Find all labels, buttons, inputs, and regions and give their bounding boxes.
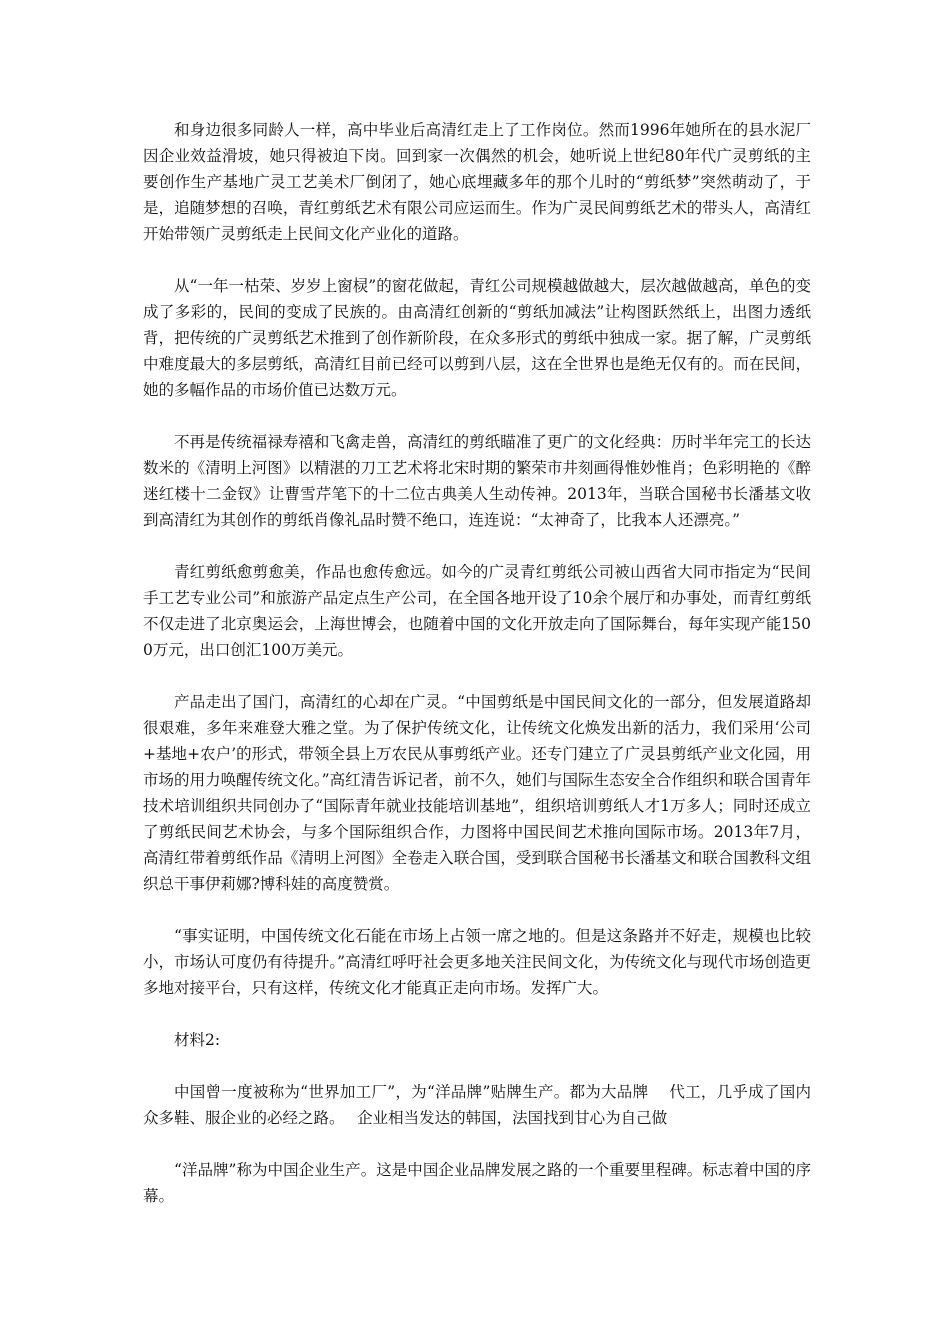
paragraph-2: 从“一年一枯荣、岁岁上窗棂”的窗花做起，青红公司规模越做越大，层次越做越高，单色的变成了多彩的，民间的变成了民族的。由高清红创新的“剪纸加减法”让构图跃然纸上，出图力透纸背，把传统的广灵剪纸艺术推到了创作新阶段，在众多形式的剪纸中独成一家。据了解，广灵剪纸中难度最大的多层剪纸，高清红目前已经可以剪到八层，这在全世界也是绝无仅有的。而在民间，她的多幅作品的市场价值已达数万元。 <box>143 277 811 399</box>
document-body <box>143 117 811 1235</box>
paragraph-5: 产品走出了国门，高清红的心却在广灵。“中国剪纸是中国民间文化的一部分，但发展道路却很艰难，多年来难登大雅之堂。为了保护传统文化，让传统文化焕发出新的活力，我们采用‘公司+基地+农户’的形式，带领全县上万农民从事剪纸产业。还专门建立了广灵县剪纸产业文化园，用市场的用力唤醒传统文化。”高红清告诉记者，前不久，她们与国际生态安全合作组织和联合国青年技术培训组织共同创办了“国际青年就业技能培训基地”，组织培训剪纸人才1万多人；同时还成立了剪纸民间艺术协会，与多个国际组织合作，力图将中国民间艺术推向国际市场。2013年7月，高清红带着剪纸作品《清明上河图》全卷走入联合国，受到联合国秘书长潘基文和联合国教科文组织总干事伊莉娜?博科娃的高度赞赏。 <box>143 693 811 893</box>
paragraph-7: 中国曾一度被称为“世界加工厂”，为“洋品牌”贴牌生产。都为大品牌 代工，几乎成了国内众多鞋、服企业的必经之路。 企业相当发达的韩国，法国找到甘心为自己做 <box>143 1083 811 1127</box>
paragraph-8: “洋品牌”称为中国企业生产。这是中国企业品牌发展之路的一个重要里程碑。标志着中国的序幕。 <box>143 1161 811 1205</box>
material-2-heading: 材料2: <box>174 1031 221 1049</box>
paragraph-1: 和身边很多同龄人一样，高中毕业后高清红走上了工作岗位。然而1996年她所在的县水泥厂因企业效益滑坡，她只得被迫下岗。回到家一次偶然的机会，她听说上世纪80年代广灵剪纸的主要创作生产基地广灵工艺美术厂倒闭了，她心底埋藏多年的那个儿时的“剪纸梦”突然萌动了，于是，追随梦想的召唤，青红剪纸艺术有限公司应运而生。作为广灵民间剪纸艺术的带头人，高清红开始带领广灵剪纸走上民间文化产业化的道路。 <box>143 121 811 243</box>
paragraph-3: 不再是传统福禄寿禧和飞禽走兽，高清红的剪纸瞄准了更广的文化经典：历时半年完工的长达数米的《清明上河图》以精湛的刀工艺术将北宋时期的繁荣市井刻画得惟妙惟肖；色彩明艳的《醉迷红楼十二金钗》让曹雪芹笔下的十二位古典美人生动传神。2013年，当联合国秘书长潘基文收到高清红为其创作的剪纸肖像礼品时赞不绝口，连连说：“太神奇了，比我本人还漂亮。” <box>143 433 811 529</box>
paragraph-4: 青红剪纸愈剪愈美，作品也愈传愈远。如今的广灵青红剪纸公司被山西省大同市指定为“民间手工艺专业公司”和旅游产品定点生产公司，在全国各地开设了10余个展厅和办事处，而青红剪纸不仅走进了北京奥运会，上海世博会，也随着中国的文化开放走向了国际舞台，每年实现产能1500万元，出口创汇100万美元。 <box>143 563 811 659</box>
paragraph-6: “事实证明，中国传统文化石能在市场上占领一席之地的。但是这条路并不好走，规模也比较小，市场认可度仍有待提升。”高清红呼吁社会更多地关注民间文化，为传统文化与现代市场创造更多地对接平台，只有这样，传统文化才能真正走向市场。发挥广大。 <box>143 927 811 997</box>
